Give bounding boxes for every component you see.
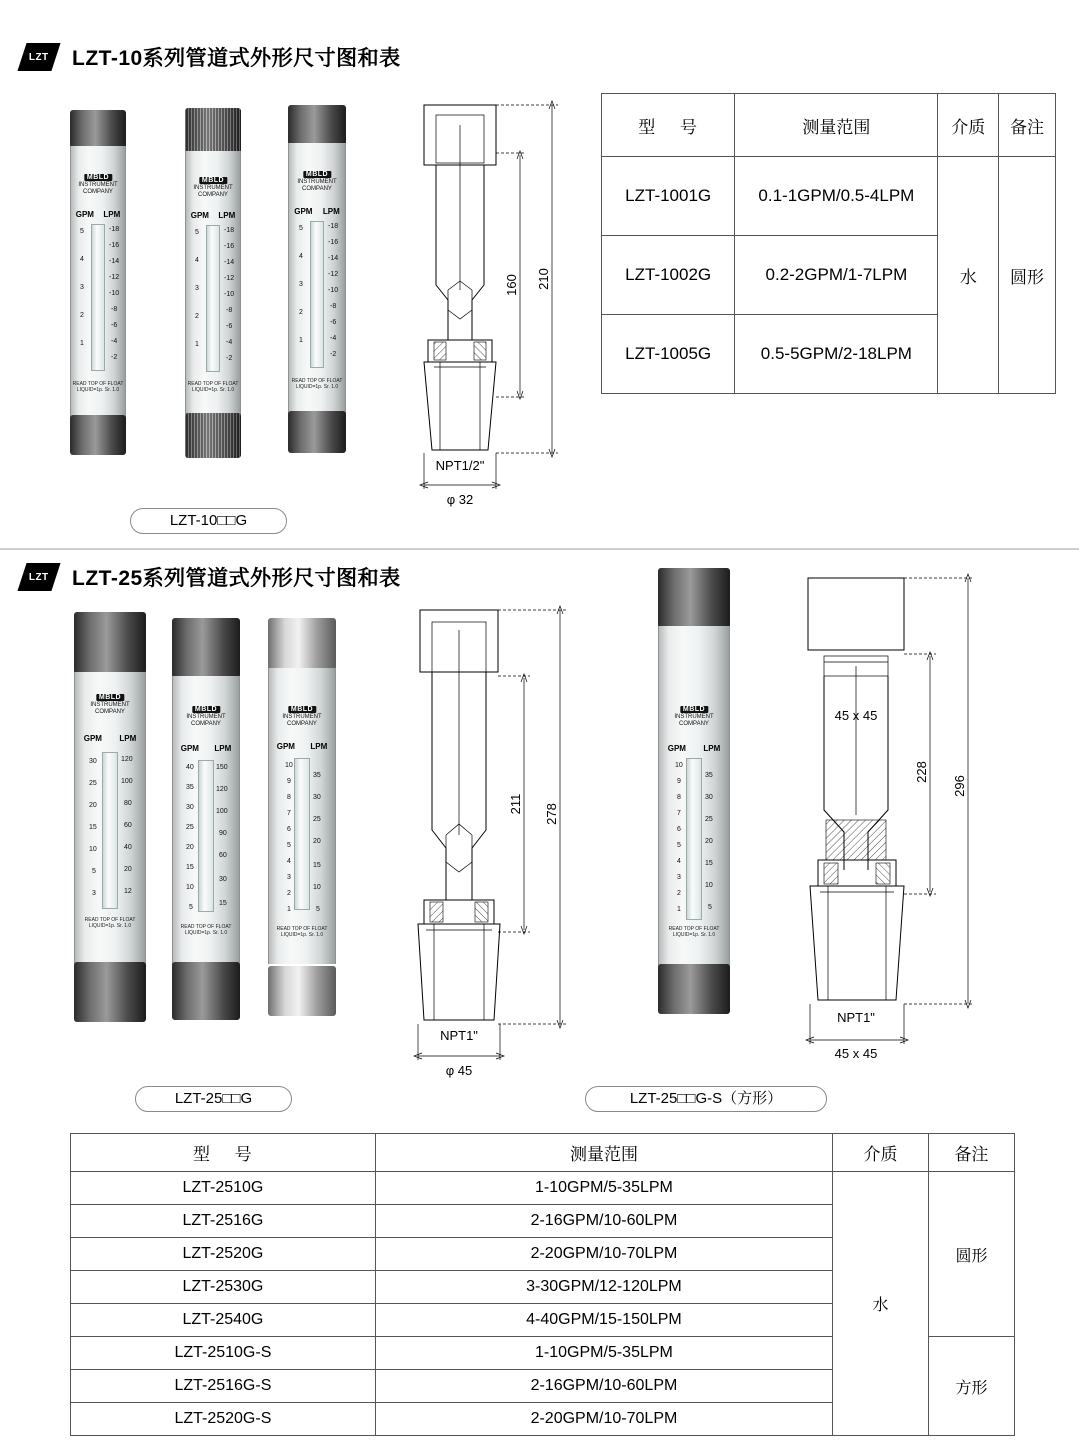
th-range: 测量范围 bbox=[735, 94, 938, 157]
cell-range: 2-20GPM/10-70LPM bbox=[375, 1238, 832, 1271]
cell-range: 2-20GPM/10-70LPM bbox=[375, 1403, 832, 1436]
dim-211: 211 bbox=[508, 793, 523, 815]
meter-logo: MBLD bbox=[303, 171, 331, 178]
cell-medium: 水 bbox=[833, 1172, 929, 1436]
meter-brand: MBLD INSTRUMENT COMPANY bbox=[90, 694, 130, 715]
meter-units bbox=[659, 744, 729, 753]
meter-base bbox=[268, 966, 336, 1016]
meter-unit-right: LPM bbox=[214, 744, 232, 753]
th-model: 型 号 bbox=[71, 1134, 376, 1172]
meter-base bbox=[172, 962, 240, 1020]
section-title-lzt25: LZT-25系列管道式外形尺寸图和表 bbox=[72, 567, 401, 590]
th-medium: 介质 bbox=[938, 94, 999, 157]
meter-base bbox=[185, 413, 241, 458]
cell-range: 0.1-1GPM/0.5-4LPM bbox=[735, 157, 938, 236]
cell-remark-square: 方形 bbox=[928, 1337, 1014, 1436]
meter-unit-left: GPM bbox=[276, 742, 295, 751]
dim-160: 160 bbox=[504, 274, 519, 296]
meter-unit-right: LPM bbox=[218, 211, 236, 220]
meter-brand: MBLD INSTRUMENT COMPANY bbox=[297, 171, 337, 192]
meter-cap bbox=[74, 612, 146, 674]
meter-unit-left: GPM bbox=[190, 211, 209, 220]
meter-units bbox=[269, 742, 335, 751]
cell-model: LZT-2510G bbox=[71, 1172, 376, 1205]
meter-tube bbox=[294, 758, 310, 910]
meter-logo: MBLD bbox=[84, 174, 112, 181]
meter-tube bbox=[198, 760, 214, 912]
meter-logo: MBLD bbox=[680, 706, 708, 713]
cell-range: 3-30GPM/12-120LPM bbox=[375, 1271, 832, 1304]
meter-footer: READ TOP OF FLOAT LIQUID=1p. Sr. 1.0 bbox=[72, 381, 124, 393]
cell-model: LZT-2510G-S bbox=[71, 1337, 376, 1370]
drawing-lzt25-square bbox=[790, 570, 1020, 1070]
dim-210: 210 bbox=[536, 268, 551, 290]
th-range: 测量范围 bbox=[375, 1134, 832, 1172]
meter-footer: READ TOP OF FLOAT LIQUID=1p. Sr. 1.0 bbox=[180, 924, 232, 936]
meter-tube bbox=[206, 225, 220, 372]
meter-photo-lzt10-c bbox=[288, 105, 346, 453]
meter-logo: MBLD bbox=[192, 706, 220, 713]
spec-table-lzt10 bbox=[601, 93, 1056, 394]
meter-base bbox=[74, 962, 146, 1022]
meter-photo-lzt10-b bbox=[185, 108, 241, 458]
meter-unit-left: GPM bbox=[75, 210, 94, 219]
table-header-row bbox=[71, 1134, 1015, 1172]
meter-footer: READ TOP OF FLOAT LIQUID=1p. Sr. 1.0 bbox=[291, 378, 343, 390]
meter-unit-right: LPM bbox=[310, 742, 328, 751]
cell-range: 0.2-2GPM/1-7LPM bbox=[735, 236, 938, 315]
meter-footer: READ TOP OF FLOAT LIQUID=1p. Sr. 1.0 bbox=[668, 926, 720, 938]
meter-photo-lzt10-a bbox=[70, 110, 126, 455]
meter-photo-lzt25-a bbox=[74, 612, 146, 1022]
cell-range: 1-10GPM/5-35LPM bbox=[375, 1172, 832, 1205]
cell-model: LZT-2516G bbox=[71, 1205, 376, 1238]
meter-brand: MBLD INSTRUMENT COMPANY bbox=[78, 174, 118, 195]
meter-cap bbox=[185, 108, 241, 153]
meter-body: MBLD INSTRUMENT COMPANY GPM LPM 10 9 8 7 6 5 4 3 2 1 35 30 25 20 15 10 5 READ TOP OF FLOAT LIQUID=1p. Sr. 1.0 bbox=[268, 668, 336, 964]
cell-model: LZT-2520G bbox=[71, 1238, 376, 1271]
meter-cap bbox=[172, 618, 240, 678]
section-tag-icon bbox=[17, 563, 60, 591]
dim-size-top: 45 x 45 bbox=[834, 708, 878, 723]
spec-table-lzt25 bbox=[70, 1133, 1015, 1436]
cell-model: LZT-1005G bbox=[602, 315, 735, 394]
cell-range: 0.5-5GPM/2-18LPM bbox=[735, 315, 938, 394]
dim-thread: NPT1" bbox=[440, 1028, 478, 1043]
dim-diameter: φ 45 bbox=[445, 1063, 473, 1078]
section-title-lzt10: LZT-10系列管道式外形尺寸图和表 bbox=[72, 47, 401, 70]
cell-model: LZT-2516G-S bbox=[71, 1370, 376, 1403]
meter-cap bbox=[288, 105, 346, 145]
meter-unit-right: LPM bbox=[119, 734, 137, 743]
meter-base bbox=[658, 964, 730, 1014]
meter-tube bbox=[686, 758, 702, 920]
drawing-lzt25-round bbox=[400, 600, 600, 1080]
table-row bbox=[71, 1172, 1015, 1205]
cell-remark-round: 圆形 bbox=[928, 1172, 1014, 1337]
meter-body: MBLD INSTRUMENT COMPANY GPM LPM 5 4 3 2 1 -18 -16 -14 -12 -10 -8 -6 -4 -2 READ TOP OF FLOAT LIQUID=1p. Sr. 1.0 bbox=[288, 143, 346, 415]
cell-range: 2-16GPM/10-60LPM bbox=[375, 1205, 832, 1238]
cell-model: LZT-2520G-S bbox=[71, 1403, 376, 1436]
cell-medium: 水 bbox=[938, 157, 999, 394]
meter-body: MBLD INSTRUMENT COMPANY GPM LPM 5 4 3 2 1 -18 -16 -14 -12 -10 -8 -6 -4 -2 READ TOP OF FLOAT LIQUID=1p. Sr. 1.0 bbox=[185, 151, 241, 415]
th-remark: 备注 bbox=[999, 94, 1056, 157]
section-divider bbox=[0, 548, 1079, 550]
meter-photo-lzt25-c bbox=[268, 618, 336, 1016]
meter-logo: MBLD bbox=[96, 694, 124, 701]
meter-cap bbox=[268, 618, 336, 670]
meter-footer: READ TOP OF FLOAT LIQUID=1p. Sr. 1.0 bbox=[187, 381, 239, 393]
meter-body: MBLD INSTRUMENT COMPANY GPM LPM 10 9 8 7 6 5 4 3 2 1 35 30 25 20 15 10 5 READ TOP OF FLOAT LIQUID=1p. Sr. 1.0 bbox=[658, 626, 730, 966]
meter-base bbox=[70, 415, 126, 455]
meter-brand: MBLD INSTRUMENT COMPANY bbox=[674, 706, 714, 727]
meter-brand: MBLD INSTRUMENT COMPANY bbox=[186, 706, 226, 727]
meter-body: MBLD INSTRUMENT COMPANY GPM LPM 40 35 30 25 20 15 10 5 150 120 100 90 60 30 15 READ TOP OF FLOAT LIQUID=1p. Sr. 1.0 bbox=[172, 676, 240, 965]
meter-logo: MBLD bbox=[199, 177, 227, 184]
meter-unit-right: LPM bbox=[703, 744, 721, 753]
meter-photo-lzt25-d bbox=[658, 568, 730, 1014]
meter-footer: READ TOP OF FLOAT LIQUID=1p. Sr. 1.0 bbox=[84, 917, 136, 929]
dim-296: 296 bbox=[952, 775, 967, 797]
caption-lzt10: LZT-10□□G bbox=[130, 508, 287, 534]
meter-unit-left: GPM bbox=[83, 734, 102, 743]
section-tag-icon bbox=[17, 43, 60, 71]
cell-model: LZT-1001G bbox=[602, 157, 735, 236]
section-tag-label: LZT bbox=[29, 571, 49, 583]
dim-278: 278 bbox=[544, 803, 559, 825]
meter-brand: MBLD INSTRUMENT COMPANY bbox=[193, 177, 233, 198]
meter-body: MBLD INSTRUMENT COMPANY GPM LPM 30 25 20 15 10 5 3 120 100 80 60 40 20 12 READ TOP OF FLOAT LIQUID=1p. Sr. 1.0 bbox=[74, 672, 146, 964]
cell-model: LZT-2540G bbox=[71, 1304, 376, 1337]
cell-model: LZT-2530G bbox=[71, 1271, 376, 1304]
section-tag-label: LZT bbox=[29, 51, 49, 63]
section-header-lzt25 bbox=[22, 562, 401, 592]
dim-thread: NPT1" bbox=[837, 1010, 875, 1025]
meter-units bbox=[173, 744, 239, 753]
th-model: 型 号 bbox=[602, 94, 735, 157]
cell-model: LZT-1002G bbox=[602, 236, 735, 315]
meter-unit-right: LPM bbox=[322, 207, 340, 216]
meter-unit-left: GPM bbox=[294, 207, 313, 216]
meter-base bbox=[288, 411, 346, 453]
cell-range: 4-40GPM/15-150LPM bbox=[375, 1304, 832, 1337]
meter-unit-left: GPM bbox=[180, 744, 199, 753]
dim-diameter: φ 32 bbox=[446, 492, 474, 507]
meter-units bbox=[289, 207, 345, 216]
meter-tube bbox=[310, 221, 324, 368]
caption-lzt25-round: LZT-25□□G bbox=[135, 1086, 292, 1112]
meter-tube bbox=[102, 752, 118, 909]
meter-brand: MBLD INSTRUMENT COMPANY bbox=[282, 706, 322, 727]
meter-unit-right: LPM bbox=[103, 210, 121, 219]
cell-range: 2-16GPM/10-60LPM bbox=[375, 1370, 832, 1403]
dim-thread: NPT1/2" bbox=[435, 458, 485, 473]
table-row bbox=[602, 157, 1056, 236]
section-header-lzt10 bbox=[22, 42, 401, 72]
caption-lzt25-square: LZT-25□□G-S（方形） bbox=[585, 1086, 827, 1112]
meter-cap bbox=[70, 110, 126, 148]
table-header-row bbox=[602, 94, 1056, 157]
meter-cap bbox=[658, 568, 730, 628]
meter-tube bbox=[91, 224, 105, 371]
dim-size-bottom: 45 x 45 bbox=[834, 1046, 878, 1061]
meter-body: MBLD INSTRUMENT COMPANY GPM LPM 5 4 3 2 1 -18 -16 -14 -12 -10 -8 -6 -4 -2 READ TOP OF FLOAT LIQUID=1p. Sr. 1.0 bbox=[70, 146, 126, 419]
th-medium: 介质 bbox=[833, 1134, 929, 1172]
meter-units bbox=[75, 734, 145, 743]
cell-remark: 圆形 bbox=[999, 157, 1056, 394]
meter-units bbox=[71, 210, 125, 219]
dim-228: 228 bbox=[914, 761, 929, 783]
meter-footer: READ TOP OF FLOAT LIQUID=1p. Sr. 1.0 bbox=[276, 926, 328, 938]
meter-logo: MBLD bbox=[288, 706, 316, 713]
th-remark: 备注 bbox=[928, 1134, 1014, 1172]
cell-range: 1-10GPM/5-35LPM bbox=[375, 1337, 832, 1370]
meter-photo-lzt25-b bbox=[172, 618, 240, 1020]
drawing-lzt10 bbox=[400, 95, 590, 515]
meter-units bbox=[186, 211, 240, 220]
meter-unit-left: GPM bbox=[667, 744, 686, 753]
